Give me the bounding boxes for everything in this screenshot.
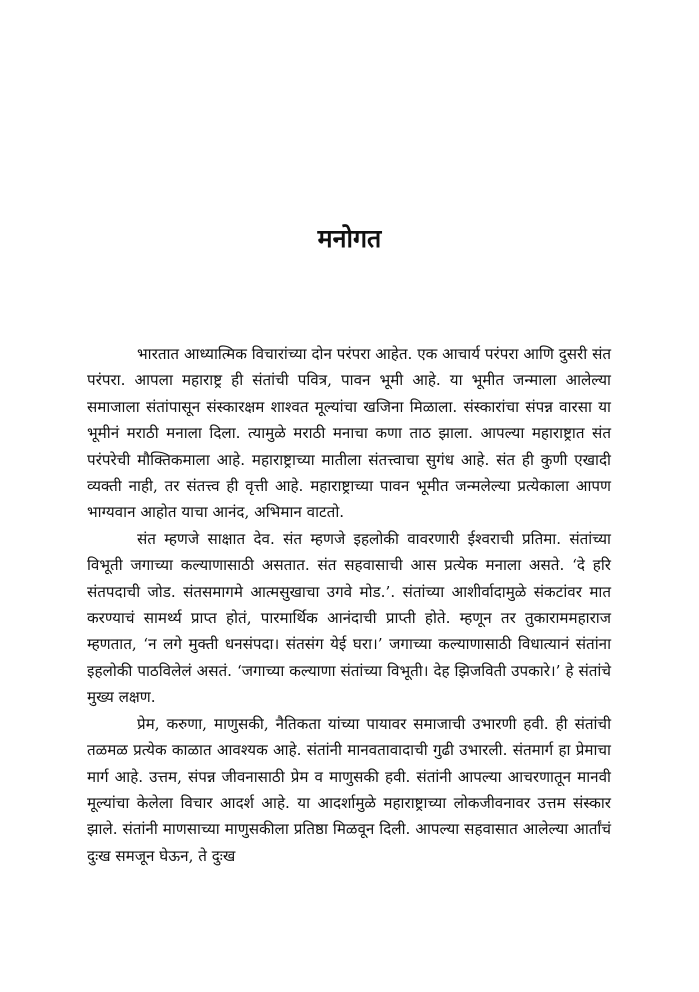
page-title: मनोगत xyxy=(317,223,382,253)
paragraph-1: भारतात आध्यात्मिक विचारांच्या दोन परंपरा आहेत. एक आचार्य परंपरा आणि दुसरी संत परंपरा. आपला महाराष्ट्र ही संतांची पवित्र, पावन भूमी आहे. या भूमीत जन्माला आलेल्या समाजाला संतांपासून संस्कारक्षम शाश्वत मूल्यांचा खजिना मिळाला. संस्कारांचा संपन्न वारसा या भूमीनं मराठी मनाला दिला. त्यामुळे मराठी मनाचा कणा ताठ झाला. आपल्या महाराष्ट्रात संत परंपरेची मौक्तिकमाला आहे. महाराष्ट्राच्या मातीला संतत्त्वाचा सुगंध आहे. संत ही कुणी एखादी व्यक्ती नाही, तर संतत्त्व ही वृत्ती आहे. महाराष्ट्राच्या पावन भूमीत जन्मलेल्या प्रत्येकाला आपण भाग्यवान आहोत याचा आनंद, अभिमान वाटतो. xyxy=(87,345,611,522)
body-text xyxy=(87,341,611,869)
paragraph-3: प्रेम, करुणा, माणुसकी, नैतिकता यांच्या पायावर समाजाची उभारणी हवी. ही संतांची तळमळ प्रत्येक काळात आवश्यक आहे. संतांनी मानवतावादाची गुढी उभारली. संतमार्ग हा प्रेमाचा मार्ग आहे. उत्तम, संपन्न जीवनासाठी प्रेम व माणुसकी हवी. संतांनी आपल्या आचरणातून मानवी मूल्यांचा केलेला विचार आदर्श आहे. या आदर्शामुळे महाराष्ट्राच्या लोकजीवनावर उत्तम संस्कार झाले. संतांनी माणसाच्या माणुसकीला प्रतिष्ठा मिळवून दिली. आपल्या सहवासात आलेल्या आर्तांचं दुःख समजून घेऊन, ते दुःख xyxy=(87,714,611,865)
paragraph-2: संत म्हणजे साक्षात देव. संत म्हणजे इहलोकी वावरणारी ईश्वराची प्रतिमा. संतांच्या विभूती जगाच्या कल्याणासाठी असतात. संत सहवासाची आस प्रत्येक मनाला असते. ‘दे हरि संतपदाची जोड. संतसमागमे आत्मसुखाचा उगवे मोड.’. संतांच्या आशीर्वादामुळे संकटांवर मात करण्याचं सामर्थ्य प्राप्त होतं, पारमार्थिक आनंदाची प्राप्ती होते. म्हणून तर तुकाराममहाराज म्हणतात, ‘न लगे मुक्ती धनसंपदा। संतसंग येई घरा।’ जगाच्या कल्याणासाठी विधात्यानं संतांना इहलोकी पाठविलेलं असतं. ‘जगाच्या कल्याणा संतांच्या विभूती। देह झिजविती उपकारे।’ हे संतांचे मुख्य लक्षण. xyxy=(87,529,611,707)
